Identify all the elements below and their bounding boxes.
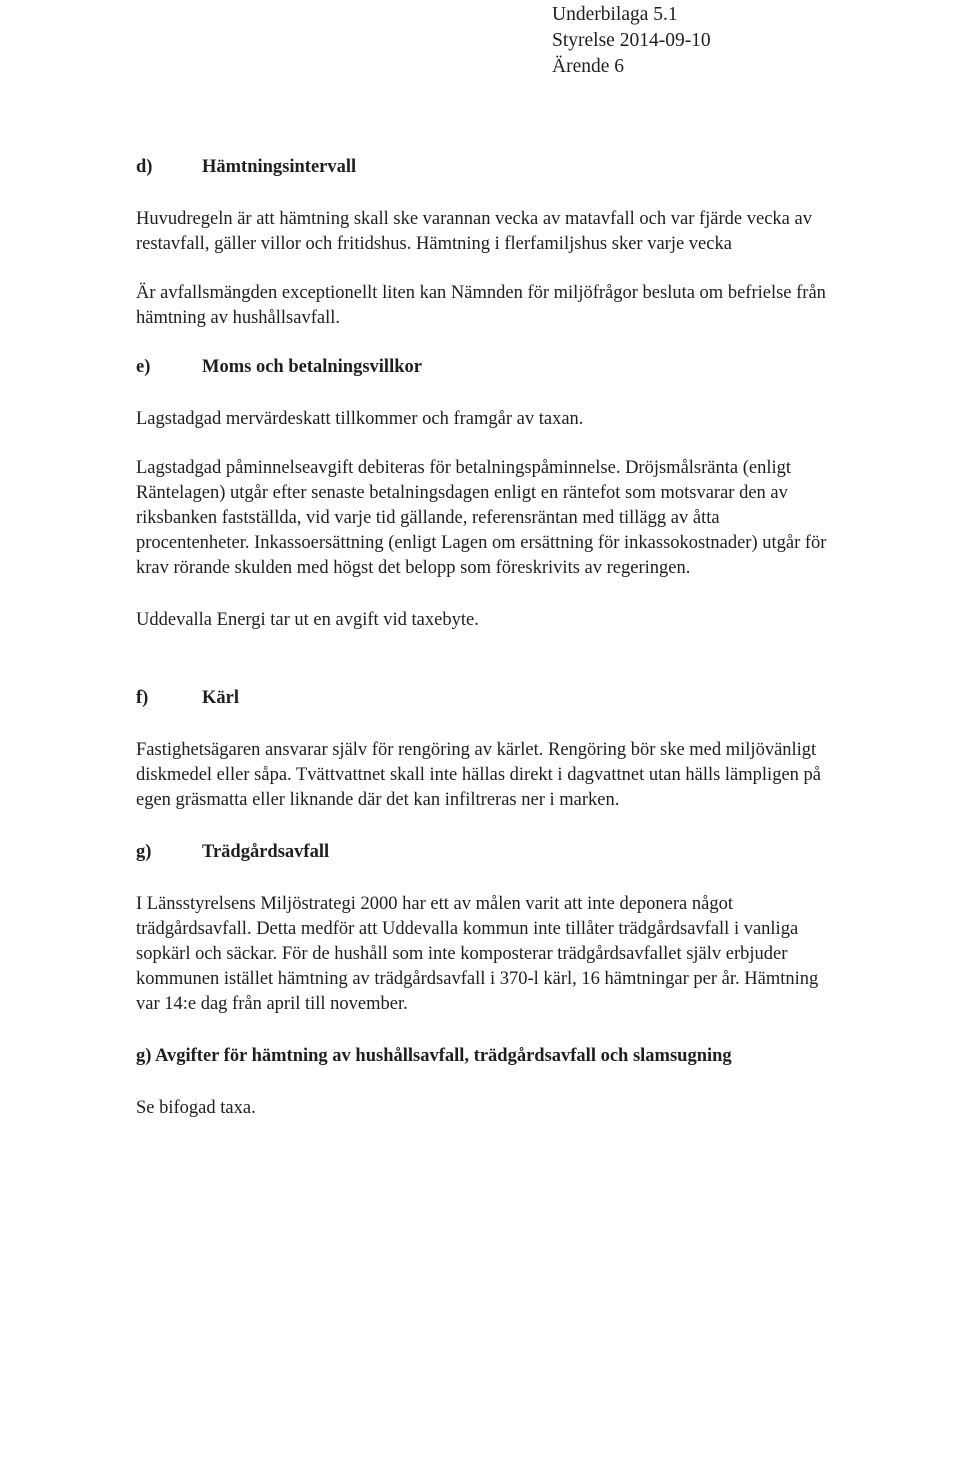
text-line: Huvudregeln är att hämtning skall ske varannan vecka av matavfall och var fjärde vecka av [136, 209, 812, 229]
text-line: Lagstadgad påminnelseavgift debiteras för betalningspåminnelse. Dröjsmålsränta (enligt [136, 458, 792, 478]
text-line: restavfall, gäller villor och fritidshus. Hämtning i flerfamiljshus sker varje vecka [136, 234, 732, 254]
section-d-letter: d) [136, 157, 153, 177]
text-line: Fastighetsägaren ansvarar själv för rengöring av kärlet. Rengöring bör ske med miljövänligt [136, 740, 817, 760]
section-g-paragraph-1 [136, 892, 956, 1017]
header-board-date: Styrelse 2014-09-10 [552, 30, 711, 51]
section-f-letter: f) [136, 688, 149, 708]
text-line: sopkärl och säckar. För de hushåll som inte komposterar trädgårdsavfallet själv erbjuder [136, 944, 788, 964]
text-line: krav rörande skulden med högst det belopp som föreskrivits av regeringen. [136, 558, 691, 578]
section-e-heading [136, 355, 956, 380]
document-header [552, 2, 711, 80]
section-e-letter: e) [136, 357, 151, 377]
section-e-title: Moms och betalningsvillkor [202, 357, 422, 377]
section-g-letter: g) [136, 842, 152, 862]
header-attachment-label: Underbilaga 5.1 [552, 4, 678, 25]
text-line: I Länsstyrelsens Miljöstrategi 2000 har ett av målen varit att inte deponera något [136, 894, 733, 914]
section-e-paragraph-3: Uddevalla Energi tar ut en avgift vid taxebyte. [136, 610, 479, 630]
section-e-paragraph-1: Lagstadgad mervärdeskatt tillkommer och framgår av taxan. [136, 409, 584, 429]
section-g2-title: g) Avgifter för hämtning av hushållsavfall, trädgårdsavfall och slamsugning [136, 1046, 732, 1066]
section-g2-paragraph-1: Se bifogad taxa. [136, 1098, 256, 1118]
header-case-number: Ärende 6 [552, 56, 625, 77]
section-d-title: Hämtningsintervall [202, 157, 357, 177]
text-line: trädgårdsavfall. Detta medför att Uddevalla kommun inte tillåter trädgårdsavfall i vanliga [136, 919, 799, 939]
text-line: kommunen istället hämtning av trädgårdsavfall i 370-l kärl, 16 hämtningar per år. Hämtning [136, 969, 819, 989]
text-line: procentenheter. Inkassoersättning (enligt Lagen om ersättning för inkassokostnader) utgår för [136, 533, 827, 553]
section-f-paragraph-1 [136, 738, 956, 813]
text-line: var 14:e dag från april till november. [136, 994, 408, 1014]
section-d-paragraph-1 [136, 207, 956, 257]
text-line: diskmedel eller såpa. Tvättvattnet skall inte hällas direkt i dagvattnet utan hälls lämpligen på [136, 765, 821, 785]
text-line: riksbanken fastställda, vid varje tid gällande, referensräntan med tillägg av åtta [136, 508, 720, 528]
section-g-heading [136, 840, 956, 865]
section-g-title: Trädgårdsavfall [202, 842, 330, 862]
section-f-title: Kärl [202, 688, 239, 708]
section-d-heading [136, 155, 956, 180]
document-body [136, 155, 956, 1121]
text-line: hämtning av hushållsavfall. [136, 308, 340, 328]
text-line: Är avfallsmängden exceptionellt liten kan Nämnden för miljöfrågor besluta om befrielse från [136, 283, 826, 303]
section-f-heading [136, 686, 956, 711]
section-e-paragraph-2 [136, 456, 956, 581]
text-line: Räntelagen) utgår efter senaste betalningsdagen enligt en räntefot som motsvarar den av [136, 483, 788, 503]
section-d-paragraph-2 [136, 281, 956, 331]
section-g2-heading [136, 1044, 956, 1069]
text-line: egen gräsmatta eller liknande där det kan infiltreras ner i marken. [136, 790, 620, 810]
